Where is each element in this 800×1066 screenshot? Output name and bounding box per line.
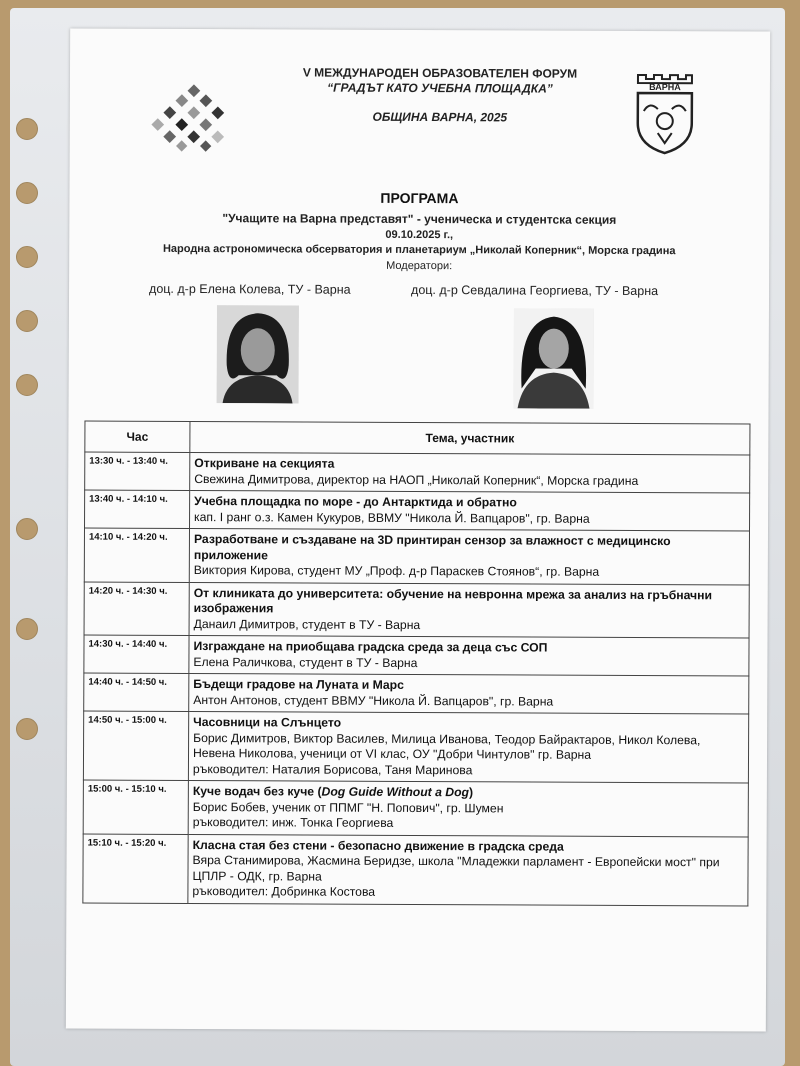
row-topic: [190, 491, 750, 531]
talk-participants: ръководител: инж. Тонка Георгиева: [192, 815, 394, 830]
header-time: Час: [85, 421, 190, 452]
talk-title-text: Часовници на Слънцето: [193, 715, 342, 730]
header-topic: Тема, участник: [190, 422, 750, 455]
row-time: 15:10 ч. - 15:20 ч.: [83, 834, 188, 903]
table-row: [85, 452, 750, 493]
row-topic: [189, 674, 749, 714]
row-topic: [189, 582, 749, 638]
row-time: 13:30 ч. - 13:40 ч.: [85, 452, 190, 490]
talk-participants: Виктория Кирова, студент МУ „Проф. д-р Параскев Стоянов“, гр. Варна: [193, 563, 600, 579]
row-topic: [190, 453, 750, 493]
talk-title: [194, 532, 745, 565]
talk-title-text: Изграждане на приобщава градска среда за деца със СОП: [193, 639, 548, 655]
table-row: [85, 490, 750, 531]
talk-title: [193, 677, 744, 695]
table-header-row: [85, 421, 750, 455]
punch-hole: [16, 618, 38, 640]
row-time: 15:00 ч. - 15:10 ч.: [83, 780, 188, 834]
talk-title-text: Класна стая без стени - безопасно движение в градска среда: [192, 837, 564, 854]
row-time: 14:30 ч. - 14:40 ч.: [84, 635, 189, 673]
forum-title: V МЕЖДУНАРОДЕН ОБРАЗОВАТЕЛЕН ФОРУМ: [302, 65, 578, 81]
row-topic: [188, 712, 748, 783]
talk-title-text: Откриване на секцията: [194, 456, 335, 471]
punch-hole: [16, 246, 38, 268]
talk-participants: кап. I ранг о.з. Камен Кукуров, ВВМУ "Никола Й. Вапцаров", гр. Варна: [194, 509, 590, 526]
talk-title: [194, 456, 745, 474]
forum-subtitle: “ГРАДЪТ КАТО УЧЕБНА ПЛОЩАДКА”: [327, 80, 553, 96]
table-row: [83, 834, 748, 906]
talk-title: [194, 494, 745, 512]
talk-title-italic: Dog Guide Without a Dog: [321, 784, 470, 800]
talk-participants: ръководител: Добринка Костова: [192, 884, 376, 899]
talk-title: [193, 639, 744, 657]
moderators-label: Модератори:: [386, 259, 453, 273]
table-row: [83, 711, 748, 783]
row-topic: [188, 834, 748, 905]
table-row: [83, 780, 748, 836]
punch-hole: [16, 118, 38, 140]
event-date: 09.10.2025 г.,: [385, 228, 454, 242]
row-time: 14:40 ч. - 14:50 ч.: [84, 673, 189, 711]
table-row: [84, 582, 749, 638]
crest-label: ВАРНА: [649, 82, 681, 93]
talk-title-text: Разработване и създаване на 3D принтиран сензор за влажност с медицинско приложение: [193, 532, 671, 562]
table-row: [84, 528, 749, 584]
talk-participants: ръководител: Наталия Борисова, Таня Маринова: [192, 761, 473, 777]
row-time: 14:50 ч. - 15:00 ч.: [83, 711, 188, 780]
talk-participants: Елена Раличкова, студент в ТУ - Варна: [193, 654, 418, 670]
punch-hole: [16, 310, 38, 332]
talk-participants: Данаил Димитров, студент в ТУ - Варна: [193, 616, 421, 632]
varna-crest-icon: [630, 71, 700, 156]
row-time: 14:20 ч. - 14:30 ч.: [84, 582, 189, 636]
plastic-sleeve: [10, 8, 785, 1066]
talk-title-end: ): [468, 785, 474, 800]
program-title: ПРОГРАМА: [380, 189, 459, 207]
moderator-2-photo: [514, 308, 594, 408]
talk-participants: Вяра Станимирова, Жасмина Беридзе, школа "Младежки парламент - Европейски мост" при ЦПЛР - ОДК, гр. Варна: [192, 853, 720, 884]
forum-logo-icon: [150, 84, 240, 154]
schedule-table: [82, 421, 750, 906]
punch-hole: [16, 718, 38, 740]
row-topic: [188, 781, 748, 837]
table-row: [84, 673, 749, 714]
moderator-2-name: доц. д-р Севдалина Георгиева, ТУ - Варна: [411, 282, 659, 299]
row-topic: [189, 636, 749, 676]
moderator-1-name: доц. д-р Елена Колева, ТУ - Варна: [149, 281, 351, 297]
talk-participants: Борис Бобев, ученик от ППМГ "Н. Попович", гр. Шумен: [192, 799, 504, 815]
row-time: 13:40 ч. - 14:10 ч.: [85, 490, 190, 528]
talk-participants: Свежина Димитрова, директор на НАОП „Николай Коперник“, Морска градина: [194, 471, 639, 488]
section-title: "Учащите на Варна представят" - ученическа и студентска секция: [222, 211, 617, 227]
talk-participants: Борис Димитров, Виктор Василев, Милица Иванова, Теодор Байрактаров, Никол Колева, Невена Николова, ученици от VI клас, ОУ "Добри Чинтулов" гр. Варна: [192, 730, 701, 762]
row-topic: [189, 529, 749, 585]
table-row: [84, 635, 749, 676]
punch-hole: [16, 374, 38, 396]
organizer-year: ОБЩИНА ВАРНА, 2025: [372, 109, 508, 125]
talk-title-text: От клиниката до университета: обучение на невронна мрежа за анализ на гръбначни изображения: [193, 585, 713, 616]
talk-title-text: Бъдещи градове на Луната и Марс: [193, 677, 404, 692]
talk-title-text: Куче водач без куче (: [192, 784, 322, 799]
talk-title: [193, 715, 744, 733]
talk-title: [194, 586, 745, 619]
moderator-1-photo: [217, 305, 299, 403]
forum-header: [250, 65, 630, 126]
talk-title: [193, 784, 744, 802]
program-sheet: [66, 28, 770, 1031]
row-time: 14:10 ч. - 14:20 ч.: [84, 528, 189, 582]
event-venue: Народна астрономическа обсерватория и планетариум „Николай Коперник“, Морска градина: [162, 242, 676, 258]
punch-hole: [16, 182, 38, 204]
talk-title-text: Учебна площадка по море - до Антарктида и обратно: [194, 494, 517, 510]
punch-hole: [16, 518, 38, 540]
talk-participants: Антон Антонов, студент ВВМУ "Никола Й. Вапцаров", гр. Варна: [193, 692, 554, 709]
